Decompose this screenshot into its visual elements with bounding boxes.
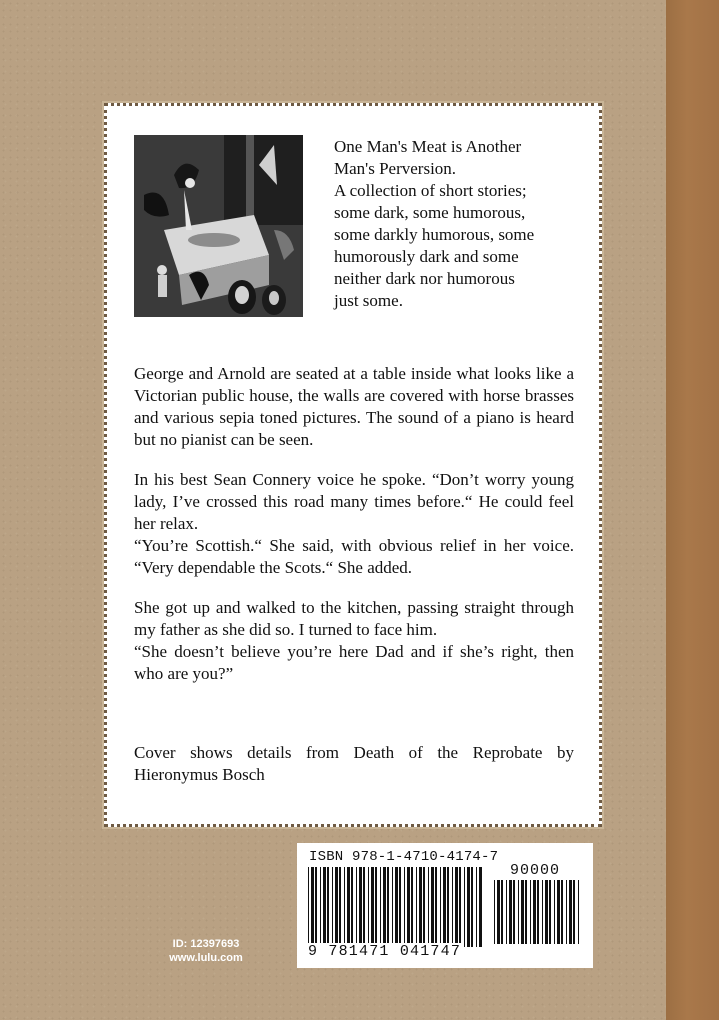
barcode-bar — [561, 880, 563, 944]
addon-code: 90000 — [510, 862, 561, 879]
barcode-bar — [332, 867, 333, 947]
excerpt-paragraph-2 — [134, 469, 574, 579]
blurb-line: A collection of short stories; — [334, 181, 527, 200]
barcode-bar — [578, 880, 579, 944]
barcode-bar — [440, 867, 441, 947]
barcode-bar — [513, 880, 515, 944]
back-cover-panel — [104, 103, 602, 827]
barcode-bar — [423, 867, 425, 947]
barcode-bar — [533, 880, 536, 944]
blurb-line: just some. — [334, 291, 403, 310]
barcode-bar — [395, 867, 398, 947]
ean-code: 9 781471 041747 — [308, 943, 462, 960]
excerpt-text: George and Arnold are seated at a table inside what looks like a Victorian public house, the walls are covered with horse brasses and various sepia toned pictures. The sound of a piano is heard but no pianist can be seen. — [134, 364, 574, 449]
barcode-bar — [351, 867, 353, 947]
cover-artwork-image — [134, 135, 303, 317]
barcode-bar — [455, 867, 458, 947]
barcode-bar — [452, 867, 453, 947]
excerpt-text: She got up and walked to the kitchen, passing straight through my father as she did so. I turned to face him. — [134, 598, 574, 639]
barcode-bar — [497, 880, 500, 944]
barcode-bar — [368, 867, 369, 947]
excerpt-text: In his best Sean Connery voice he spoke. “Don’t worry young lady, I’ve crossed this road many times before.“ He could feel her relax. — [134, 470, 574, 533]
barcode-bar — [392, 867, 393, 947]
barcode-bar — [435, 867, 437, 947]
barcode-bar — [557, 880, 560, 944]
blurb-line: some darkly humorous, some — [334, 225, 535, 244]
barcode-bar — [459, 867, 461, 947]
barcode-bar — [323, 867, 326, 947]
barcode-bar — [443, 867, 446, 947]
publisher-id: ID: 12397693 — [172, 938, 240, 950]
blurb-line: neither dark nor humorous — [334, 269, 515, 288]
barcode-bar — [356, 867, 357, 947]
barcode-bar — [447, 867, 449, 947]
barcode-bar — [308, 867, 309, 947]
barcode-bar — [542, 880, 543, 944]
barcode-bar — [554, 880, 555, 944]
barcode-bar — [428, 867, 429, 947]
barcode-bar — [315, 867, 317, 947]
barcode-bar — [501, 880, 503, 944]
barcode-bar — [479, 867, 482, 947]
barcode-bar — [387, 867, 389, 947]
cover-credit — [134, 742, 574, 786]
barcode-bar — [380, 867, 381, 947]
barcode-bar — [327, 867, 329, 947]
barcode-bar — [537, 880, 539, 944]
blurb-line: Man's Perversion. — [334, 159, 457, 178]
barcode-bar — [573, 880, 575, 944]
barcode-bar — [545, 880, 548, 944]
barcode-bar — [521, 880, 524, 944]
barcode-bar — [320, 867, 321, 947]
ean-barcode-bars — [306, 867, 486, 947]
barcode-bar — [506, 880, 507, 944]
isbn-label: ISBN 978-1-4710-4174-7 — [309, 849, 499, 865]
publisher-url: www.lulu.com — [169, 952, 243, 964]
barcode-bar — [569, 880, 572, 944]
excerpt-text: “She doesn’t believe you’re here Dad and if she’s right, then who are you?” — [134, 642, 574, 683]
excerpt-text: “You’re Scottish.“ She said, with obvious relief in her voice. “Very dependable the Scots.“ She added. — [134, 536, 574, 577]
book-spine — [666, 0, 719, 1020]
barcode-bar — [549, 880, 551, 944]
barcode-bar — [335, 867, 338, 947]
barcode-bar — [339, 867, 341, 947]
barcode-bar — [416, 867, 417, 947]
blurb-line: some dark, some humorous, — [334, 203, 526, 222]
barcode-bar — [383, 867, 386, 947]
barcode-bar — [464, 867, 465, 947]
excerpt-paragraph-3 — [134, 597, 574, 685]
barcode-bar — [344, 867, 345, 947]
barcode-bar — [467, 867, 470, 947]
barcode-bar — [494, 880, 495, 944]
barcode-bar — [311, 867, 314, 947]
publisher-info — [162, 937, 250, 965]
barcode-bar — [530, 880, 531, 944]
barcode-bar — [399, 867, 401, 947]
barcode-bar — [347, 867, 350, 947]
barcode-bar — [518, 880, 519, 944]
isbn-barcode — [297, 843, 593, 968]
barcode-bar — [431, 867, 434, 947]
barcode-bar — [411, 867, 413, 947]
excerpt-paragraph-1 — [134, 363, 574, 451]
book-blurb — [334, 136, 584, 312]
barcode-bar — [471, 867, 473, 947]
barcode-bar — [407, 867, 410, 947]
barcode-bar — [363, 867, 365, 947]
blurb-line: One Man's Meat is Another — [334, 137, 522, 156]
barcode-bar — [419, 867, 422, 947]
barcode-bar — [476, 867, 477, 947]
barcode-bar — [375, 867, 377, 947]
barcode-bar — [371, 867, 374, 947]
barcode-bar — [525, 880, 527, 944]
cover-credit-text: Cover shows details from Death of the Reprobate by Hieronymus Bosch — [134, 743, 574, 784]
barcode-bar — [404, 867, 405, 947]
blurb-line: humorously dark and some — [334, 247, 519, 266]
barcode-bar — [566, 880, 567, 944]
barcode-bar — [509, 880, 512, 944]
barcode-bar — [359, 867, 362, 947]
